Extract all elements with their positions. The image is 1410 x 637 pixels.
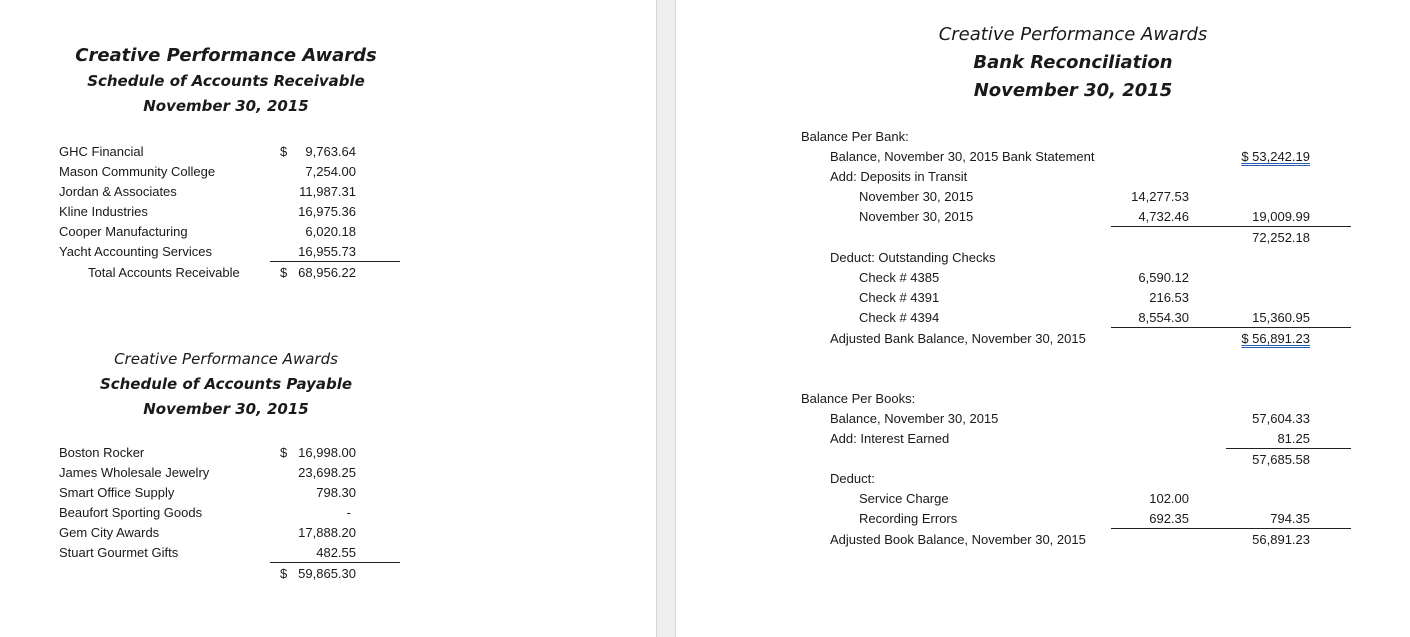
ar-row-name: Mason Community College <box>59 164 216 179</box>
ar-total-label: Total Accounts Receivable <box>88 265 240 280</box>
check-row-amount: 216.53 <box>1149 290 1189 305</box>
rec-date: November 30, 2015 <box>973 80 1173 101</box>
adjusted-bank-amount: $ 56,891.23 <box>1241 331 1310 346</box>
ar-row-amount: 9,763.64 <box>305 144 356 159</box>
books-balance-label: Balance, November 30, 2015 <box>830 411 999 426</box>
document-page-right <box>676 0 1410 637</box>
deposit-row-amount: 4,732.46 <box>1138 209 1189 224</box>
deductions-total-amount: 794.35 <box>1270 511 1310 526</box>
ap-company-title: Creative Performance Awards <box>114 350 338 368</box>
interest-rule <box>1226 448 1351 449</box>
ap-schedule-title: Schedule of Accounts Payable <box>99 375 353 393</box>
ar-total-amount: 68,956.22 <box>298 265 356 280</box>
check-row-label: Check # 4394 <box>859 310 940 325</box>
ap-date: November 30, 2015 <box>143 400 309 418</box>
rec-title: Bank Reconciliation <box>973 52 1173 73</box>
ar-row-name: Yacht Accounting Services <box>59 244 212 259</box>
ap-row-name: Stuart Gourmet Gifts <box>59 545 179 560</box>
ap-row-name: Beaufort Sporting Goods <box>59 505 203 520</box>
adjusted-book-amount: 56,891.23 <box>1252 532 1310 547</box>
checks-rule <box>1111 327 1351 328</box>
ap-row-amount: 23,698.25 <box>298 465 356 480</box>
document-page-left <box>0 0 656 637</box>
ar-row-amount: 16,975.36 <box>298 204 356 219</box>
deposit-row-label: November 30, 2015 <box>859 209 974 224</box>
ar-row-amount: 6,020.18 <box>305 224 356 239</box>
ap-row-name: Gem City Awards <box>59 525 160 540</box>
books-balance-amount: 57,604.33 <box>1252 411 1310 426</box>
checks-label: Deduct: Outstanding Checks <box>830 250 996 265</box>
check-row-amount: 8,554.30 <box>1138 310 1189 325</box>
ar-row-amount: 11,987.31 <box>299 184 356 199</box>
books-section-label: Balance Per Books: <box>801 391 916 406</box>
bank-statement-label: Balance, November 30, 2015 Bank Statement <box>830 149 1095 164</box>
deposits-label: Add: Deposits in Transit <box>830 169 968 184</box>
deduct-label: Deduct: <box>830 471 875 486</box>
ar-row-name: Jordan & Associates <box>59 184 177 199</box>
ap-total-rule <box>270 562 400 563</box>
bank-section-label: Balance Per Bank: <box>801 129 909 144</box>
rec-company-title: Creative Performance Awards <box>938 24 1208 45</box>
ar-row-name: Cooper Manufacturing <box>59 224 188 239</box>
adjusted-book-label: Adjusted Book Balance, November 30, 2015 <box>830 532 1086 547</box>
ap-currency-symbol: $ <box>280 445 288 460</box>
check-row-label: Check # 4385 <box>859 270 940 285</box>
ap-row-amount: - <box>346 505 351 520</box>
ap-currency-symbol: $ <box>280 566 288 581</box>
ar-schedule-title: Schedule of Accounts Receivable <box>87 72 365 90</box>
ar-row-name: GHC Financial <box>59 144 144 159</box>
bank-subtotal-amount: 72,252.18 <box>1252 230 1310 245</box>
ar-company-title: Creative Performance Awards <box>75 45 377 66</box>
deduction-row-amount: 102.00 <box>1149 491 1189 506</box>
deduction-row-label: Recording Errors <box>859 511 958 526</box>
check-row-amount: 6,590.12 <box>1138 270 1189 285</box>
deduction-row-amount: 692.35 <box>1149 511 1189 526</box>
deductions-rule <box>1111 528 1351 529</box>
ap-row-name: Boston Rocker <box>59 445 145 460</box>
deposits-rule <box>1111 226 1351 227</box>
ar-currency-symbol: $ <box>280 265 288 280</box>
ap-row-name: James Wholesale Jewelry <box>59 465 210 480</box>
books-subtotal-amount: 57,685.58 <box>1252 452 1310 467</box>
check-row-label: Check # 4391 <box>859 290 940 305</box>
ap-row-amount: 16,998.00 <box>298 445 356 460</box>
checks-total-amount: 15,360.95 <box>1252 310 1310 325</box>
ap-row-amount: 17,888.20 <box>298 525 356 540</box>
ap-total-amount: 59,865.30 <box>298 566 356 581</box>
ar-date: November 30, 2015 <box>143 97 309 115</box>
ar-row-amount: 7,254.00 <box>305 164 356 179</box>
interest-label: Add: Interest Earned <box>830 431 950 446</box>
interest-amount: 81.25 <box>1277 431 1310 446</box>
ap-row-amount: 482.55 <box>316 545 356 560</box>
ar-currency-symbol: $ <box>280 144 288 159</box>
deposits-total-amount: 19,009.99 <box>1252 209 1310 224</box>
ap-row-name: Smart Office Supply <box>59 485 175 500</box>
bank-statement-amount: $ 53,242.19 <box>1241 149 1310 164</box>
deposit-row-amount: 14,277.53 <box>1131 189 1189 204</box>
ar-row-name: Kline Industries <box>59 204 148 219</box>
ap-row-amount: 798.30 <box>316 485 356 500</box>
ar-total-rule <box>270 261 400 262</box>
ar-row-amount: 16,955.73 <box>298 244 356 259</box>
deposit-row-label: November 30, 2015 <box>859 189 974 204</box>
deduction-row-label: Service Charge <box>859 491 949 506</box>
page-gutter <box>656 0 676 637</box>
adjusted-bank-label: Adjusted Bank Balance, November 30, 2015 <box>830 331 1086 346</box>
